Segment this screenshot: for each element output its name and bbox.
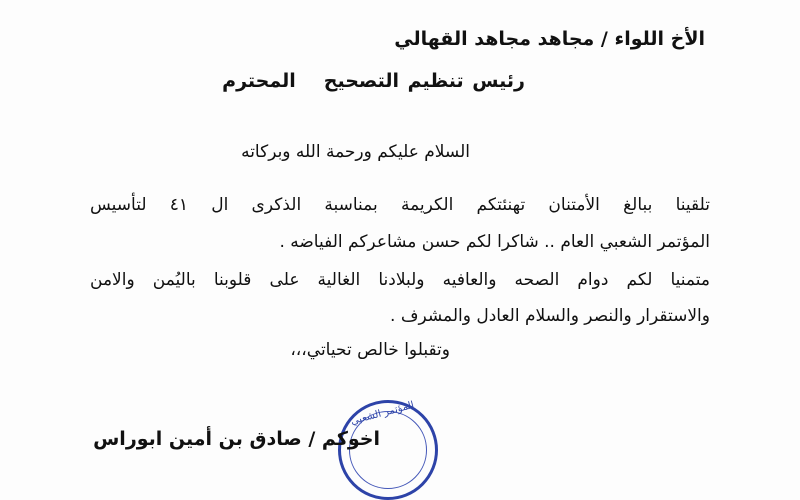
body-line: والاستقرار والنصر والسلام العادل والمشرف .: [390, 306, 710, 326]
body-line: تلقينا ببالغ الأمتنان تهنئتكم الكريمة بمناسبة الذكرى ال ٤١ لتأسيس: [90, 195, 710, 215]
greeting: السلام عليكم ورحمة الله وبركاته: [241, 142, 470, 162]
addressee-position: رئيس تنظيم التصحيح: [323, 70, 525, 92]
addressee-title: [222, 70, 525, 92]
body-line: متمنيا لكم دوام الصحه والعافيه ولبلادنا الغالية على قلوبنا باليُمن والامن: [90, 270, 710, 290]
signature: اخوكم / صادق بن أمين ابوراس: [93, 428, 380, 450]
closing: وتقبلوا خالص تحياتي،،،: [290, 340, 450, 360]
addressee-name: الأخ اللواء / مجاهد مجاهد القهالي: [394, 28, 705, 50]
stamp-text: المؤتمر الشعبي: [349, 399, 416, 428]
body-line: المؤتمر الشعبي العام .. شاكرا لكم حسن مشاعركم الفياضه .: [279, 232, 710, 252]
honorific: المحترم: [222, 70, 296, 92]
